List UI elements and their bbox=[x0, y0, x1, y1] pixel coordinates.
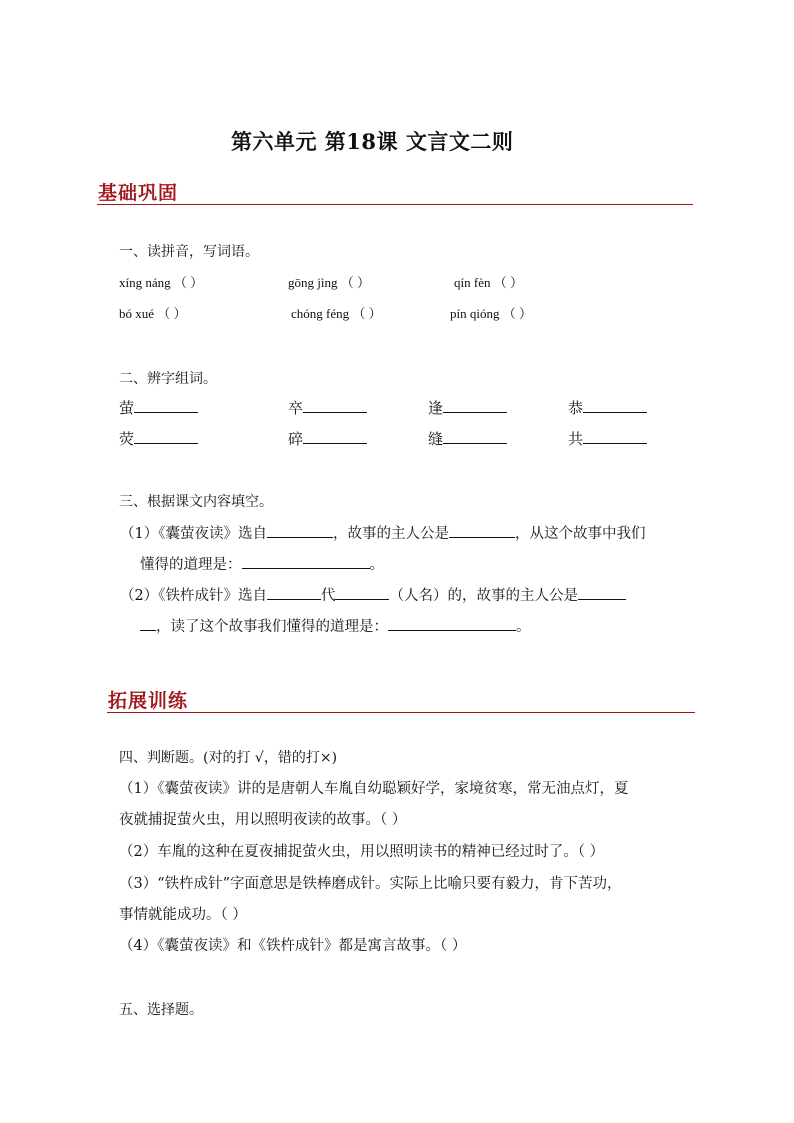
judge-line[interactable]: （4）《囊萤夜读》和《铁杵成针》都是寓言故事。（ ） bbox=[119, 938, 467, 954]
pinyin-text: gōng jìng bbox=[288, 275, 338, 290]
fill-text: （1）《囊萤夜读》选自 bbox=[120, 526, 267, 542]
answer-blank[interactable] bbox=[242, 554, 370, 569]
answer-blank[interactable] bbox=[578, 585, 626, 600]
pinyin-text: xíng náng bbox=[119, 275, 171, 290]
char: 缝 bbox=[428, 430, 444, 448]
fill-line bbox=[120, 522, 645, 543]
judge-line[interactable]: 事情就能成功。（ ） bbox=[119, 907, 247, 923]
answer-blank[interactable] bbox=[134, 398, 198, 413]
judge-line[interactable]: （2）车胤的这种在夏夜捕捉萤火虫，用以照明读书的精神已经过时了。（ ） bbox=[119, 844, 605, 860]
fill-text: 代 bbox=[320, 588, 336, 604]
char: 共 bbox=[568, 430, 584, 448]
pinyin-item bbox=[450, 303, 532, 322]
char: 逢 bbox=[428, 399, 444, 417]
fill-line bbox=[120, 584, 626, 605]
question-2-label: 二、辨字组词。 bbox=[119, 371, 217, 387]
char-group bbox=[568, 397, 647, 418]
fill-text: 。 bbox=[516, 619, 531, 635]
answer-blank[interactable] bbox=[583, 398, 647, 413]
fill-line bbox=[140, 615, 531, 636]
pinyin-item bbox=[454, 272, 523, 291]
judge-line: （3）“铁杵成针”字面意思是铁棒磨成针。实际上比喻只要有毅力，肯下苦功， bbox=[119, 876, 622, 892]
fill-text: ，从这个故事中我们 bbox=[514, 526, 646, 542]
answer-blank[interactable] bbox=[140, 616, 156, 631]
answer-blank[interactable] bbox=[443, 429, 507, 444]
pinyin-text: pín qióng bbox=[450, 306, 500, 321]
judge-line: （1）《囊萤夜读》讲的是唐朝人车胤自幼聪颖好学，家境贫寒，常无油点灯，夏 bbox=[119, 781, 629, 797]
section-divider bbox=[107, 712, 695, 713]
fill-text: ，读了这个故事我们懂得的道理是： bbox=[156, 619, 388, 635]
page-title: 第六单元 第18课 文言文二则 bbox=[231, 129, 514, 154]
fill-text: 。 bbox=[369, 557, 384, 573]
fill-text: （人名）的，故事的主人公是 bbox=[389, 588, 578, 604]
answer-blank[interactable] bbox=[303, 429, 367, 444]
pinyin-text: qín fèn bbox=[454, 275, 491, 290]
answer-parens[interactable]: （ ） bbox=[340, 275, 370, 290]
question-1-label: 一、读拼音，写词语。 bbox=[119, 244, 259, 260]
answer-blank[interactable] bbox=[583, 429, 647, 444]
char: 萤 bbox=[119, 399, 135, 417]
answer-parens[interactable]: （ ） bbox=[493, 275, 523, 290]
char-group bbox=[428, 397, 507, 418]
answer-blank[interactable] bbox=[303, 398, 367, 413]
answer-blank[interactable] bbox=[134, 429, 198, 444]
answer-blank[interactable] bbox=[449, 523, 515, 538]
fill-text: 懂得的道理是： bbox=[140, 557, 242, 573]
char-group bbox=[288, 397, 367, 418]
question-3-label: 三、根据课文内容填空。 bbox=[119, 494, 273, 510]
char: 卒 bbox=[288, 399, 304, 417]
answer-blank[interactable] bbox=[267, 523, 333, 538]
answer-parens[interactable]: （ ） bbox=[352, 306, 382, 321]
section-divider bbox=[97, 204, 693, 205]
answer-parens[interactable]: （ ） bbox=[157, 306, 187, 321]
pinyin-text: chóng féng bbox=[291, 306, 350, 321]
pinyin-text: bó xué bbox=[119, 306, 155, 321]
char: 碎 bbox=[288, 430, 304, 448]
section-heading-basic: 基础巩固 bbox=[98, 182, 179, 204]
question-5-label: 五、选择题。 bbox=[119, 1002, 203, 1018]
judge-line[interactable]: 夜就捕捉萤火虫，用以照明夜读的故事。（ ） bbox=[119, 812, 407, 828]
char-group bbox=[568, 428, 647, 449]
pinyin-item bbox=[119, 303, 187, 322]
pinyin-item bbox=[119, 272, 203, 291]
answer-blank[interactable] bbox=[388, 616, 516, 631]
char: 荧 bbox=[119, 430, 135, 448]
pinyin-item bbox=[288, 272, 370, 291]
char: 恭 bbox=[568, 399, 584, 417]
fill-text: （2）《铁杵成针》选自 bbox=[120, 588, 267, 604]
fill-line bbox=[140, 553, 384, 574]
answer-parens[interactable]: （ ） bbox=[173, 275, 204, 290]
fill-text: ，故事的主人公是 bbox=[332, 526, 449, 542]
answer-blank[interactable] bbox=[267, 585, 321, 600]
char-group bbox=[428, 428, 507, 449]
char-group bbox=[288, 428, 367, 449]
char-group bbox=[119, 397, 198, 418]
answer-blank[interactable] bbox=[335, 585, 389, 600]
pinyin-item bbox=[291, 303, 382, 322]
char-group bbox=[119, 428, 198, 449]
section-heading-extension: 拓展训练 bbox=[108, 690, 189, 712]
answer-parens[interactable]: （ ） bbox=[502, 306, 532, 321]
answer-blank[interactable] bbox=[443, 398, 507, 413]
question-4-label: 四、判断题。(对的打 √，错的打×) bbox=[119, 750, 338, 766]
